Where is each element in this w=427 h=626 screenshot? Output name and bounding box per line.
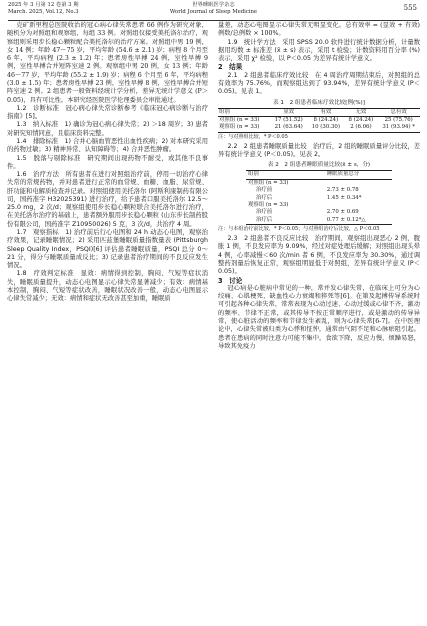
- section-heading: 2 结果: [218, 63, 243, 72]
- paragraph: 1.3 纳入标准 1) 确诊为冠心病心律失常；2) ＞18 周岁；3) 患者对研究知情同意，且临床资料完整。: [7, 121, 208, 137]
- table-cell: 2.70 ± 0.69: [326, 209, 359, 216]
- journal-name-cn: 世界睡眠医学杂志: [192, 2, 235, 8]
- table2-header-row: [246, 171, 392, 179]
- paragraph: 1.4 排除标准 1) 合并心脑血管恶性出血性疾病；2) 对本研究采用的药物过敏；3) 精神异常、认知障碍等；4) 合并恶性肿瘤。: [7, 137, 208, 154]
- right-column-top: [218, 22, 420, 97]
- table-cell: [309, 202, 392, 209]
- paragraph: 1.9 统计学方法 采用 SPSS 20.0 软件进行统计数据分析，计量数据用均数 ± 标准差 (x̄ ± s) 表示，采用 t 检验；计数资料用百分率 (%) 表示，采用 χ² 检验，以 P＜0.05 为差异有统计学意义。: [218, 38, 420, 63]
- running-header: [8, 2, 419, 21]
- table1-efficacy: [218, 108, 420, 133]
- table-row-label: 治疗前: [256, 187, 273, 194]
- table-row-label: 对照组 (n = 33): [248, 179, 289, 186]
- journal-name: [8, 2, 419, 15]
- issue-info-en: March. 2025, Vol.12, No.3: [8, 8, 79, 15]
- table1-header-row: [218, 108, 420, 116]
- paragraph: 克矿新里程总医院收治的冠心病心律失常患者 66 例作为研究对象，随机分为对照组和观察组，每组 33 例。对照组仅接受美托洛尔治疗，观察组则采用步长稳心颗粒配合美托洛尔的治疗方案。对照组中男 19 例，女 14 例；年龄 47～75 岁，平均年龄 (54.6 ± 2.1) 岁；病程 8 个月至 6 年，平均病程 (2.3 ± 1.2) 年；患者房性早搏 24 例，室性早搏 9 例，室性早搏合并短阵室速 2 例。观察组中男 20 例，女 13 例；年龄 46～77 岁，平均年龄 (55.2 ± 1.9) 岁；病程 6 个月至 6 年，平均病程 (3.0 ± 1.5) 年；患者房性早搏 23 例，室性早搏 8 例，室性早搏合并短阵室速 2 例。2 组患者一般资料经统计学分析，差异无统计学意义 (P＞0.05)，具有可比性。本研究经医院医学伦理委员会审批通过。: [7, 22, 208, 104]
- paragraph: 1.7 观察指标 1) 治疗前后行心电图和 24 h 动态心电图，观察治疗效果，记录睡眠情况；2) 采用匹兹堡睡眠质量指数量表 (Pittsburgh Sleep Quality Index，PSQI)[6] 评估患者睡眠质量，PSQI 总分 0～21 分，得分与睡眠质量成反比；3) 记录患者治疗期间的不良反应发生情况。: [7, 229, 208, 270]
- table1-header-cell: 无效: [355, 108, 367, 115]
- table-cell: [309, 179, 392, 187]
- table-cell: 1.45 ± 0.34*: [326, 194, 362, 201]
- right-column: [218, 22, 420, 351]
- table-row: [246, 217, 392, 225]
- right-column-bottom: [218, 235, 420, 351]
- table1-header-cell: 显效: [283, 108, 295, 115]
- paragraph: 量差，动态心电图显示心律失常无明显变化。总有效率 = (显效 + 有效) 例数/总例数 × 100%。: [218, 22, 420, 38]
- table1-header-cell: 组别: [219, 108, 230, 115]
- table2-header-cell: 组别: [248, 171, 259, 178]
- table-row: [218, 124, 420, 132]
- table-row-label: 治疗后: [256, 194, 273, 201]
- table-cell: 2.73 ± 0.78: [326, 187, 359, 194]
- paragraph: 2.3 2 组患者不良反应比较 治疗期间，观察组出现恶心 2 例，腹胀 1 例，不良发应率为 9.09%，经过对症处理后缓解；对照组出现头晕 4 例，心率减慢＜60 次/min 者 6 例，不良发应率为 30.30%，通过调整药剂量后恢复正常，观察组明显低于对照组，差异有统计学意义 (P＜0.05)。: [218, 235, 420, 276]
- table2-sleep-quality: [246, 170, 392, 225]
- table-cell: 31 (93.94) *: [382, 124, 415, 131]
- paragraph: 2.2 2 组患者睡眠质量比较 治疗后，2 组的睡眠质量评分比较，差异有统计学意义 (P＜0.05)。见表 2。: [218, 142, 420, 159]
- table-cell: 25 (75.76): [384, 116, 413, 123]
- table2-note: 注：与本组治疗前比较，* P＜0.05；与对照组治疗后比较，△ P＜0.05: [218, 226, 380, 233]
- table-cell: 21 (63.64): [274, 124, 303, 131]
- table2-header-cell: 睡眠质量总分: [326, 171, 360, 178]
- table-cell: 2 (6.06): [350, 124, 372, 131]
- table-row: [246, 187, 392, 194]
- paragraph: 1.2 诊断标准 冠心病心律失常诊断参考《临床冠心病诊断与治疗指南》[5]。: [7, 104, 208, 121]
- table-cell: 观察组 (n = 33): [219, 124, 260, 131]
- journal-name-en: World Journal of Sleep Medicine: [169, 8, 258, 15]
- table1-header-cell: 总有效: [390, 108, 407, 115]
- right-column-mid: [218, 143, 420, 160]
- table2-caption: 表 2 2 组患者睡眠质量比较(x̄ ± s，分): [267, 162, 371, 169]
- table-row-label: 观察组 (n = 33): [248, 201, 289, 208]
- table-cell: 对照组 (n = 33): [219, 116, 260, 123]
- section-heading: 3 讨论: [218, 276, 243, 285]
- table-row-label: 治疗前: [256, 209, 273, 216]
- table-row-label: 治疗后: [256, 216, 273, 223]
- paragraph: 1.6 治疗方法 所有患者在进行对照组治疗前，停用一切治疗心律失常的常规药物，并对患者进行正常的血常规、血糖、血脂、尿常规、肝功能和电解质检查并记录。对照组使用美托洛尔 (阿斯利康制药有限公司，国药准字 H32025391) 进行治疗，给予患者口服美托洛尔 12.5～25.0 mg，2 次/d；观察组使用步长稳心颗粒联合美托洛尔进行治疗，在美托洛尔治疗的基础上，患者额外服用步长稳心颗粒 (山东步长制药股份有限公司，国药准字 Z10950026) 5 克，3 次/d，共治疗 4 周。: [7, 171, 208, 228]
- paragraph: 2.1 2 组患者临床疗效比较 在 4 周治疗周期结束后，对照组的总有效率为 75.76%，而观察组达到了 93.94%，差异有统计学意义 (P＜0.05)。见表 1。: [218, 71, 420, 96]
- table1-caption: 表 1 2 组患者临床疗效比较[例(%)]: [273, 99, 365, 106]
- paragraph: 1.8 疗效判定标准 显效：病情得到控制，胸闷、气短等症状消失，睡眠质量提升，动态心电图显示心律失常显著减少；有效：病情基本控制，胸闷、气短等症状改善，睡眠状况改善一般，动态心电图显示心律失常减少；无效：病情和症状无改善甚至加重，睡眠质: [7, 270, 208, 303]
- left-column: [7, 22, 208, 304]
- table-cell: 8 (24.24): [348, 116, 374, 123]
- table-row: [246, 209, 392, 216]
- table1-note: 注：与对照组比较，* P＜0.05: [218, 133, 288, 140]
- table-cell: 0.77 ± 0.12*△: [326, 216, 366, 223]
- issue-info-cn: 2025 年 3 月第 12 卷第 3 期: [8, 2, 79, 8]
- page-number: 555: [403, 4, 417, 12]
- table1-header-cell: 有效: [320, 108, 332, 115]
- paragraph: 1.5 脱落与剔除标准 研究期间出现药物不耐受，或其他不良事件。: [7, 154, 208, 170]
- table-cell: 8 (24.24): [313, 116, 339, 123]
- table-row: [246, 179, 392, 187]
- table-cell: 10 (30.30): [311, 124, 340, 131]
- paragraph: 冠心病是心脏病中常见的一种，常并发心律失常，在临床上可分为心绞痛、心肌梗死、缺血性心力衰竭和猝死等[6]。在第及起搏传导系统时可引起各种心律失常，常常表现为心动过速、心动过缓或心律不齐，激动的频率、节律不正常，或其传导不按正常顺序进行，或是激动的传导异常，使心脏活动的频率和节律发生紊乱，则为心律失常[6-7]。在中医理论中，心律失常被归类为心悸和怔忡，通常由气阴不足和心脉瘀阻引起。患者在患病的同时注意力可能不集中，食欲下降，反应力慢，烦躁易怒，导致其免疫力: [218, 284, 420, 350]
- table-row: [246, 195, 392, 202]
- table-cell: 17 (51.52): [274, 116, 303, 123]
